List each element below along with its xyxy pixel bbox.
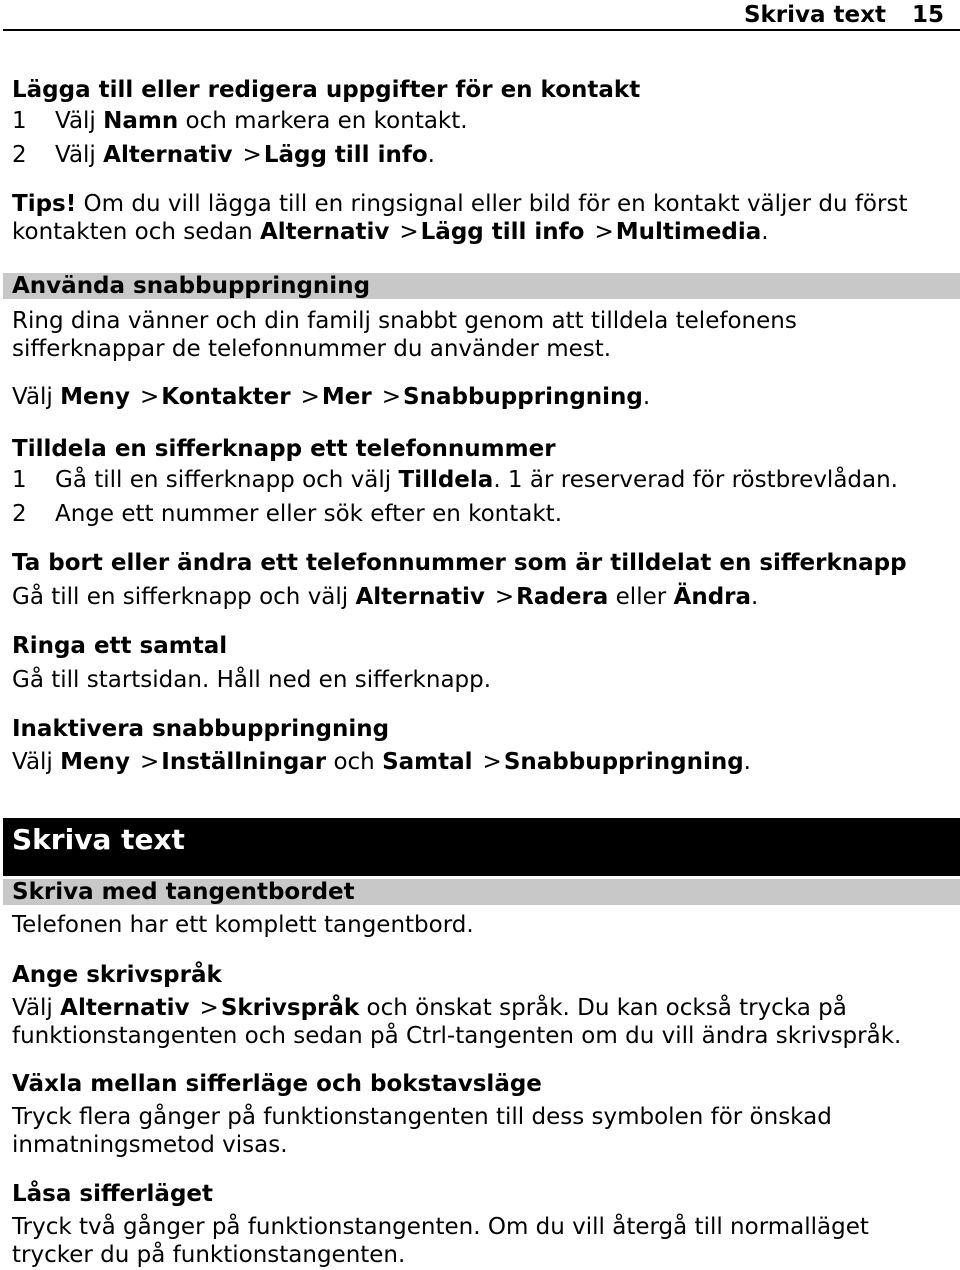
menu-term: Tilldela: [398, 467, 494, 493]
menu-term: Alternativ: [355, 584, 485, 610]
assign-step-2: [12, 499, 952, 529]
disable-text: [12, 747, 952, 777]
step-number: 2: [12, 501, 27, 527]
call-heading: Ringa ett samtal: [12, 633, 228, 659]
keyboard-text: Telefonen har ett komplett tangentbord.: [12, 912, 474, 938]
body-text: Gå till en sifferknapp och välj: [12, 584, 356, 610]
lock-number-text: Tryck två gånger på funktionstangenten. Om du vill återgå till normalläget trycker du på funktionstangenten.: [12, 1214, 869, 1268]
switch-mode-heading: Växla mellan sifferläge och bokstavsläge: [12, 1071, 542, 1097]
contact-step-1: [12, 106, 952, 136]
disable-heading: Inaktivera snabbuppringning: [12, 716, 390, 742]
menu-term: Kontakter: [161, 384, 291, 410]
menu-separator: >: [494, 584, 515, 610]
page-number: 15: [911, 2, 944, 28]
running-header: [744, 0, 944, 30]
menu-separator: >: [199, 995, 219, 1021]
menu-separator: >: [482, 749, 502, 775]
tip-text: Om du vill lägga till en ringsignal eller bild för en kontakt väljer du först kontakten och sedan: [12, 191, 908, 245]
menu-term: Alternativ: [60, 995, 190, 1021]
step-text: Gå till en sifferknapp och välj: [55, 467, 399, 493]
menu-term: Meny: [60, 384, 130, 410]
speed-dial-section-bar: [3, 273, 960, 299]
step-text: Välj: [55, 142, 104, 168]
body-text: och: [326, 749, 383, 775]
tip-text: .: [761, 219, 769, 245]
step-number: 1: [12, 108, 27, 134]
call-text: Gå till startsidan. Håll ned en sifferknapp.: [12, 667, 492, 693]
assign-step-1: [12, 465, 952, 495]
path-text: .: [642, 384, 651, 410]
menu-separator: >: [140, 384, 160, 410]
menu-separator: >: [300, 384, 320, 410]
keyboard-section-bar: [3, 879, 960, 905]
remove-heading: Ta bort eller ändra ett telefonnummer som är tilldelat en sifferknapp: [12, 550, 907, 576]
body-text: Välj: [12, 749, 61, 775]
menu-term: Ändra: [673, 584, 752, 610]
menu-term: Meny: [60, 749, 130, 775]
step-text: och markera en kontakt.: [178, 108, 468, 134]
menu-term: Snabbuppringning: [403, 384, 643, 410]
menu-term: Multimedia: [615, 219, 762, 245]
menu-term: Lägg till info: [263, 142, 428, 168]
body-text: eller: [608, 584, 674, 610]
chapter-title: Skriva text: [12, 823, 185, 856]
menu-term: Skrivspråk: [220, 995, 360, 1021]
step-text: . 1 är reserverad för röstbrevlådan.: [493, 467, 898, 493]
menu-term: Mer: [321, 384, 372, 410]
step-number: 2: [12, 142, 27, 168]
contact-step-2: [12, 140, 952, 170]
step-number: 1: [12, 467, 27, 493]
language-heading: Ange skrivspråk: [12, 962, 222, 988]
menu-term: Lägg till info: [420, 219, 585, 245]
menu-separator: >: [242, 142, 262, 168]
body-text: .: [751, 584, 759, 610]
header-rule: [3, 29, 960, 31]
menu-separator: >: [381, 384, 402, 410]
path-text: Välj: [12, 384, 61, 410]
menu-separator: >: [140, 749, 160, 775]
menu-term: Samtal: [382, 749, 473, 775]
menu-separator: >: [399, 219, 419, 245]
section-title: Använda snabbuppringning: [12, 273, 371, 299]
section-title: Skriva med tangentbordet: [12, 879, 355, 905]
step-text: Välj: [55, 108, 104, 134]
assign-heading: Tilldela en sifferknapp ett telefonnummer: [12, 436, 556, 462]
menu-term: Namn: [103, 108, 179, 134]
menu-term: Inställningar: [161, 749, 327, 775]
header-title: Skriva text: [743, 2, 886, 28]
body-text: Välj: [12, 995, 61, 1021]
step-text: .: [427, 142, 435, 168]
contact-heading: Lägga till eller redigera uppgifter för en kontakt: [12, 77, 641, 103]
remove-text: [12, 582, 952, 612]
menu-separator: >: [594, 219, 614, 245]
body-text: .: [743, 749, 751, 775]
contact-tip: [12, 190, 952, 246]
switch-mode-text: Tryck flera gånger på funktionstangenten till dess symbolen för önskad inmatningsmetod visas.: [12, 1104, 832, 1158]
step-text: Ange ett nummer eller sök efter en kontakt.: [55, 501, 563, 527]
language-text: [12, 994, 952, 1050]
tip-label: Tips!: [12, 191, 77, 217]
speed-dial-intro: Ring dina vänner och din familj snabbt genom att tilldela telefonens sifferknappar de telefonnummer du använder mest.: [12, 308, 797, 362]
speed-dial-path: [12, 382, 952, 412]
chapter-title-bar: [3, 818, 960, 876]
menu-term: Radera: [516, 584, 609, 610]
menu-term: Alternativ: [103, 142, 233, 168]
menu-term: Snabbuppringning: [503, 749, 744, 775]
body-text: och önskat språk. Du kan också trycka på funktionstangenten och sedan på Ctrl-tangenten om du vill ändra skrivspråk.: [12, 995, 902, 1049]
lock-number-heading: Låsa sifferläget: [12, 1181, 214, 1207]
menu-term: Alternativ: [259, 219, 390, 245]
